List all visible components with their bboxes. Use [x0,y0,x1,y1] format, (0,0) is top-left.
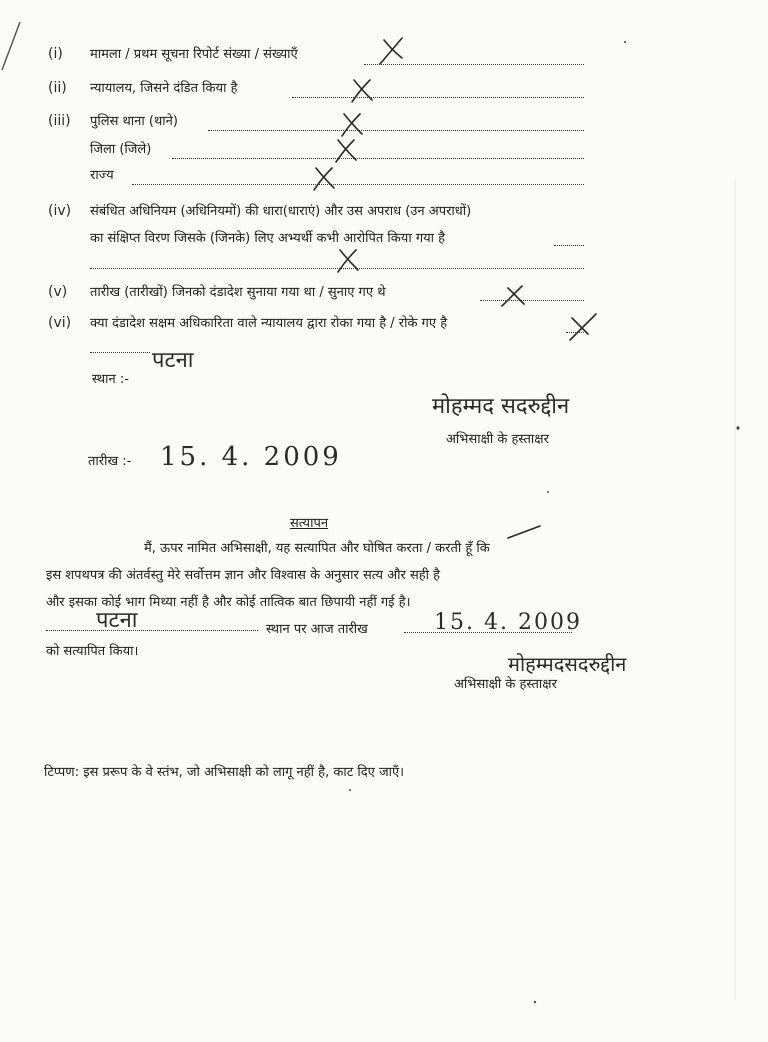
item-number: (vi) [48,315,72,331]
verification-end-text: को सत्यापित किया। [46,644,139,659]
verification-line: इस शपथपत्र की अंतर्वस्तु मेरे सर्वोत्तम ज्ञान और विश्वास के अनुसार सत्य और सही है [46,568,441,583]
date-label: तारीख :- [88,454,132,469]
verification-heading: सत्यापन [290,516,329,531]
item-label-act-section: संबंधित अधिनियम (अधिनियमों) की धारा(धाराएं) और उस अपराध (उन अपराधों) [90,204,472,219]
verification-line: और इसका कोई भाग मिथ्या नहीं है और कोई तात्विक बात छिपायी नहीं गई है। [46,595,411,610]
item-label-sentence-dates: तारीख (तारीखों) जिनको दंडादेश सुनाया गया था / सुनाए गए थे [90,285,386,300]
item-number: (ii) [48,80,67,96]
footnote: टिप्पण: इस प्ररूप के वे स्तंभ, जो अभिसाक्षी को लागू नहीं है, काट दिए जाएँ। [44,765,405,780]
verification-date-handwritten: 15. 4. 2009 [434,610,582,635]
fill-line [46,630,258,631]
item-label-sentence-stayed: क्या दंडादेश सक्षम अधिकारिता वाले न्यायालय द्वारा रोका गया है / रोके गए है [90,316,448,331]
verification-place-handwritten: पटना [96,608,138,633]
signature-handwritten: मोहम्मद सदरुद्दीन [432,394,570,419]
place-label: स्थान :- [92,372,129,387]
item-label-case-number: मामला / प्रथम सूचना रिपोर्ट संख्या / संख्याएँ [90,47,298,62]
item-number: (v) [48,284,68,300]
signature-label: अभिसाक्षी के हस्ताक्षर [446,432,549,447]
date-handwritten: 15. 4. 2009 [160,442,342,472]
item-label-state: राज्य [90,168,114,183]
item-label-police-station: पुलिस थाना (थाने) [90,114,178,129]
place-handwritten: पटना [152,348,194,373]
verification-signature-handwritten: मोहम्मदसदरुद्दीन [508,652,627,676]
item-number: (iv) [48,203,72,219]
item-label-offence-description: का संक्षिप्त विरण जिसके (जिनके) लिए अभ्यर्थी कभी आरोपित किया गया है [90,231,446,246]
item-number: (iii) [48,113,71,129]
item-label-court: न्यायालय, जिसने दंडित किया है [90,81,238,96]
verification-line: मैं, ऊपर नामित अभिसाक्षी, यह सत्यापित और घोषित करता / करती हूँ कि [144,541,490,556]
item-number: (i) [48,46,63,62]
item-label-district: जिला (जिले) [90,142,152,157]
verification-signature-label: अभिसाक्षी के हस्ताक्षर [454,677,557,692]
fill-line [90,352,150,353]
verification-mid-text: स्थान पर आज तारीख [266,622,368,637]
